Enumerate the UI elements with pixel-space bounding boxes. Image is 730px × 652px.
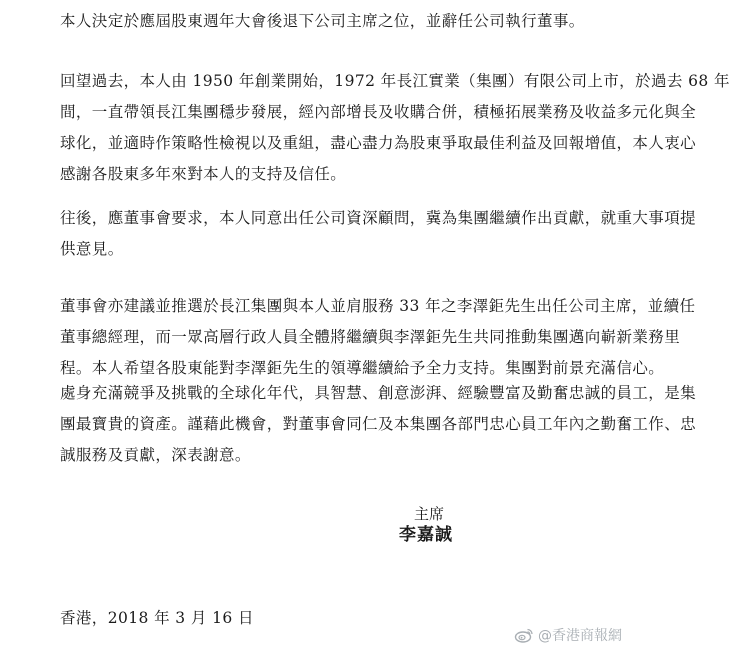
paragraph-line: 感謝各股東多年來對本人的支持及信任。 [60, 165, 347, 183]
paragraph-line: 誠服務及貢獻，深表謝意。 [60, 446, 251, 464]
paragraph-3 [60, 203, 697, 265]
paragraph-line: 處身充滿競爭及挑戰的全球化年代，具智慧、創意澎湃、經驗豐富及勤奮忠誠的員工，是集 [60, 384, 697, 402]
paragraph-4 [60, 291, 696, 384]
paragraph-1 [60, 6, 600, 37]
paragraph-line: 本人決定於應屆股東週年大會後退下公司主席之位，並辭任公司執行董事。 [60, 12, 585, 30]
weibo-icon [514, 627, 534, 643]
paragraph-2 [60, 66, 730, 190]
paragraph-line: 往後，應董事會要求，本人同意出任公司資深顧問，冀為集團繼續作出貢獻，就重大事項提 [60, 209, 697, 227]
paragraph-line: 回望過去，本人由 1950 年創業開始，1972 年長江實業（集團）有限公司上市，於過去 68 年 [60, 72, 730, 90]
paragraph-line: 球化，並適時作策略性檢視以及重組，盡心盡力為股東爭取最佳利益及回報增值，本人衷心 [60, 134, 697, 152]
paragraph-line: 程。本人希望各股東能對李澤鉅先生的領導繼續給予全力支持。集團對前景充滿信心。 [60, 359, 665, 377]
watermark-text: @香港商報網 [538, 628, 622, 644]
paragraph-line: 間，一直帶領長江集團穩步發展，經內部增長及收購合併，積極拓展業務及收益多元化與全 [60, 103, 697, 121]
paragraph-line: 董事會亦建議並推選於長江集團與本人並肩服務 33 年之李澤鉅先生出任公司主席，並續任 [60, 297, 696, 315]
signature-name: 李嘉誠 [399, 525, 453, 545]
letter-date: 香港，2018 年 3 月 16 日 [60, 609, 254, 627]
paragraph-line: 供意見。 [60, 240, 124, 258]
paragraph-5 [60, 378, 697, 471]
paragraph-line: 團最寶貴的資產。謹藉此機會，對董事會同仁及本集團各部門忠心員工年內之勤奮工作、忠 [60, 415, 697, 433]
signature-title: 主席 [414, 505, 445, 523]
watermark [514, 624, 622, 646]
paragraph-line: 董事總經理，而一眾高層行政人員全體將繼續與李澤鉅先生共同推動集團邁向嶄新業務里 [60, 328, 681, 346]
